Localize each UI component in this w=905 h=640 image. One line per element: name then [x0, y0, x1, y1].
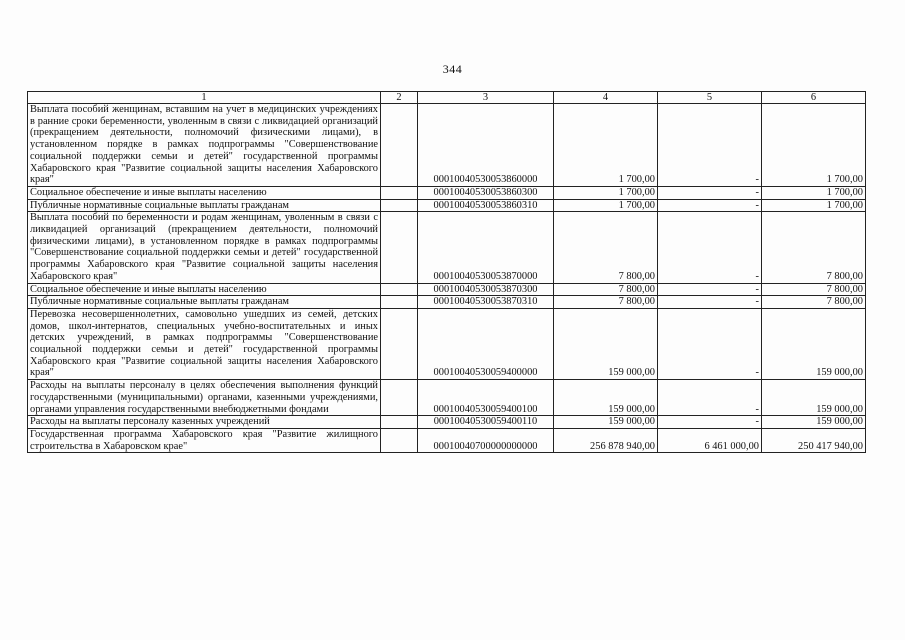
row-col2	[381, 428, 418, 452]
row-col4: 1 700,00	[554, 186, 658, 199]
row-col6: 159 000,00	[762, 380, 866, 416]
table-row	[28, 104, 866, 187]
row-col4: 159 000,00	[554, 380, 658, 416]
row-col6: 159 000,00	[762, 416, 866, 429]
row-col6: 7 800,00	[762, 296, 866, 309]
page-number: 344	[442, 62, 463, 76]
row-code: 00010040530053870310	[418, 296, 554, 309]
budget-table	[27, 91, 866, 453]
row-col4: 256 878 940,00	[554, 428, 658, 452]
table-row	[28, 199, 866, 212]
row-code: 00010040530053860000	[418, 104, 554, 187]
row-col5: -	[658, 186, 762, 199]
table-row	[28, 308, 866, 379]
row-col5: -	[658, 283, 762, 296]
row-col6: 7 800,00	[762, 212, 866, 283]
row-col4: 7 800,00	[554, 283, 658, 296]
row-col4: 1 700,00	[554, 199, 658, 212]
row-name: Публичные нормативные социальные выплаты гражданам	[28, 199, 381, 212]
row-col4: 159 000,00	[554, 308, 658, 379]
row-col2	[381, 308, 418, 379]
row-col5: -	[658, 416, 762, 429]
row-code: 00010040530059400000	[418, 308, 554, 379]
column-header-4: 4	[554, 92, 658, 104]
row-col6: 250 417 940,00	[762, 428, 866, 452]
row-name: Расходы на выплаты персоналу в целях обеспечения выполнения функций государственными (муниципальными) органами, казенными учреждениями, органами управления государственными внебюджетными фондами	[28, 380, 381, 416]
row-col2	[381, 283, 418, 296]
column-header-3: 3	[418, 92, 554, 104]
row-col6: 1 700,00	[762, 199, 866, 212]
row-name: Социальное обеспечение и иные выплаты населению	[28, 283, 381, 296]
row-col4: 159 000,00	[554, 416, 658, 429]
row-col5: -	[658, 199, 762, 212]
row-col5: 6 461 000,00	[658, 428, 762, 452]
row-col5: -	[658, 212, 762, 283]
row-name: Расходы на выплаты персоналу казенных учреждений	[28, 416, 381, 429]
row-name: Публичные нормативные социальные выплаты гражданам	[28, 296, 381, 309]
row-name: Социальное обеспечение и иные выплаты населению	[28, 186, 381, 199]
table-row	[28, 380, 866, 416]
table-row	[28, 296, 866, 309]
row-code: 00010040530059400100	[418, 380, 554, 416]
row-code: 00010040530059400110	[418, 416, 554, 429]
row-code: 00010040700000000000	[418, 428, 554, 452]
row-name: Выплата пособий по беременности и родам женщинам, уволенным в связи с ликвидацией организаций (прекращением деятельности, полномочий физическими лицами), в установленном порядке в рамках подпрограммы "Совершенствование социальной поддержки семьи и детей" государственной программы Хабаровского края "Развитие социальной защиты населения Хабаровского края"	[28, 212, 381, 283]
row-col6: 159 000,00	[762, 308, 866, 379]
row-name: Выплата пособий женщинам, вставшим на учет в медицинских учреждениях в ранние сроки беременности, уволенным в связи с ликвидацией организаций (прекращением деятельности, полномочий физическими лицами), в установленном порядке в рамках подпрограммы "Совершенствование социальной поддержки семьи и детей" государственной программы Хабаровского края "Развитие социальной защиты населения Хабаровского края"	[28, 104, 381, 187]
row-col2	[381, 416, 418, 429]
column-header-2: 2	[381, 92, 418, 104]
row-code: 00010040530053860310	[418, 199, 554, 212]
table-row	[28, 428, 866, 452]
row-code: 00010040530053860300	[418, 186, 554, 199]
column-header-5: 5	[658, 92, 762, 104]
row-col2	[381, 296, 418, 309]
row-col6: 1 700,00	[762, 104, 866, 187]
table-row	[28, 212, 866, 283]
column-header-6: 6	[762, 92, 866, 104]
row-name: Государственная программа Хабаровского края "Развитие жилищного строительства в Хабаровском крае"	[28, 428, 381, 452]
row-name: Перевозка несовершеннолетних, самовольно ушедших из семей, детских домов, школ-интернатов, специальных учебно-воспитательных и иных детских учреждений, в рамках подпрограммы "Совершенствование социальной поддержки семьи и детей" государственной программы Хабаровского края "Развитие социальной защиты населения Хабаровского края"	[28, 308, 381, 379]
row-col2	[381, 186, 418, 199]
column-number-row	[28, 92, 866, 104]
row-col5: -	[658, 308, 762, 379]
row-col4: 7 800,00	[554, 296, 658, 309]
table-row	[28, 186, 866, 199]
row-col6: 1 700,00	[762, 186, 866, 199]
row-col2	[381, 212, 418, 283]
row-code: 00010040530053870000	[418, 212, 554, 283]
row-col4: 7 800,00	[554, 212, 658, 283]
row-col6: 7 800,00	[762, 283, 866, 296]
row-col4: 1 700,00	[554, 104, 658, 187]
row-col2	[381, 104, 418, 187]
column-header-1: 1	[28, 92, 381, 104]
row-col2	[381, 199, 418, 212]
row-col2	[381, 380, 418, 416]
row-col5: -	[658, 380, 762, 416]
table-row	[28, 416, 866, 429]
row-code: 00010040530053870300	[418, 283, 554, 296]
row-col5: -	[658, 104, 762, 187]
row-col5: -	[658, 296, 762, 309]
table-row	[28, 283, 866, 296]
